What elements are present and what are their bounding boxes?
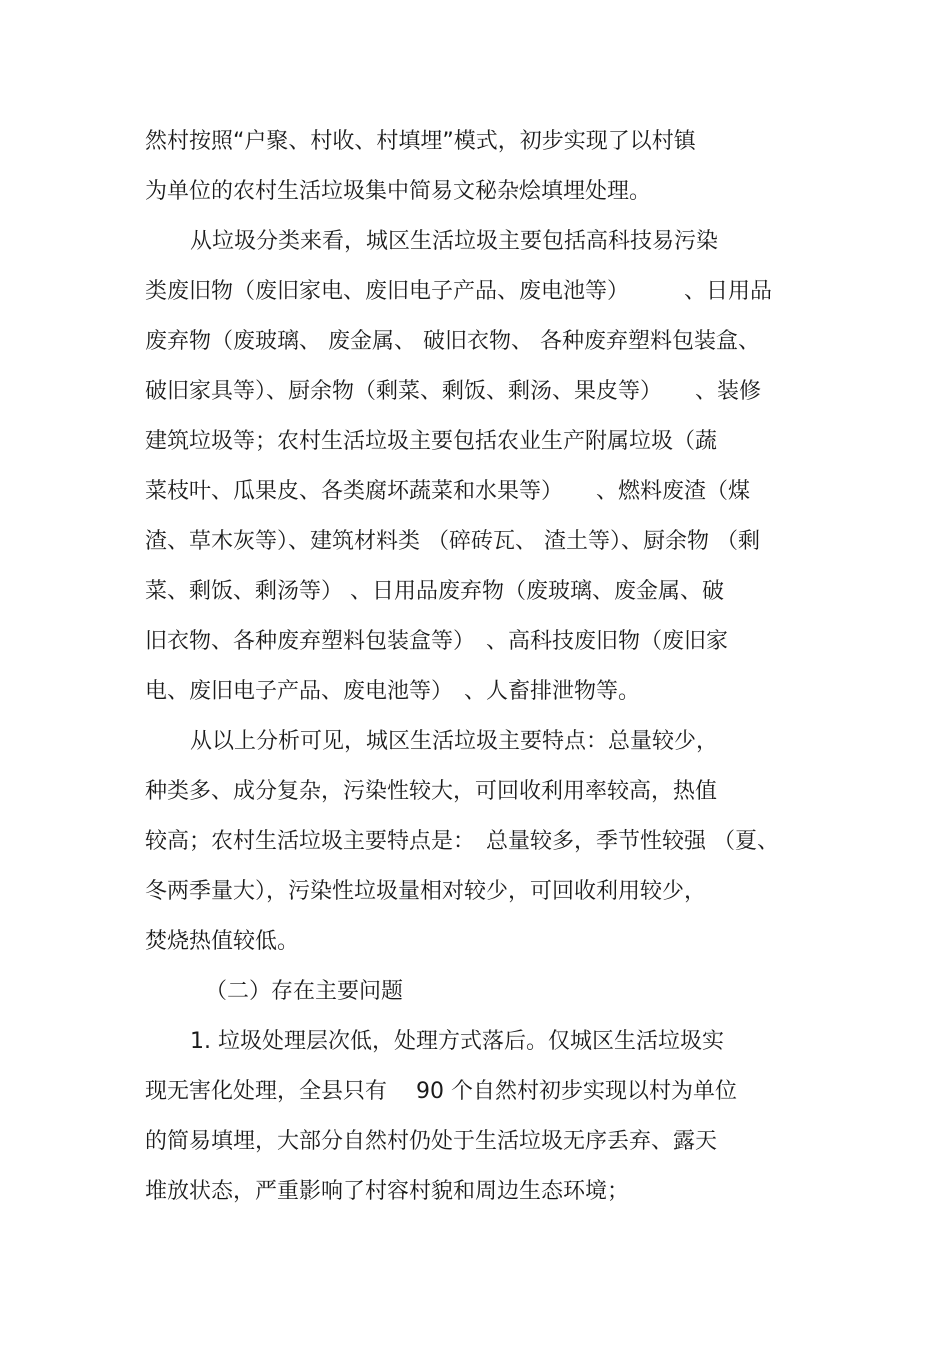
text-line: 1. 垃圾处理层次低，处理方式落后。仅城区生活垃圾实 <box>190 1029 724 1054</box>
text-line: 然村按照“户聚、村收、村填埋”模式，初步实现了以村镇 <box>145 129 696 154</box>
text-line: 类废旧物（废旧家电、废旧电子产品、废电池等） 、日用品 <box>145 279 773 304</box>
text-line: 的简易填埋，大部分自然村仍处于生活垃圾无序丢弃、露天 <box>145 1129 718 1154</box>
text-line: 旧衣物、各种废弃塑料包装盒等） 、高科技废旧物（废旧家 <box>145 629 729 654</box>
text-line: 菜、剩饭、剩汤等） 、日用品废弃物（废玻璃、废金属、破 <box>145 579 724 604</box>
text-line: 从以上分析可见，城区生活垃圾主要特点：总量较少， <box>190 729 719 754</box>
text-line: 渣、草木灰等）、建筑材料类 （碎砖瓦、 渣土等）、厨余物 （剩 <box>145 529 760 554</box>
text-line: 种类多、成分复杂，污染性较大，可回收利用率较高，热值 <box>145 779 718 804</box>
text-line: 堆放状态，严重影响了村容村貌和周边生态环境； <box>145 1179 630 1204</box>
text-line: 破旧家具等）、厨余物（剩菜、剩饭、剩汤、果皮等） 、装修 <box>145 379 762 404</box>
section-heading: （二）存在主要问题 <box>205 979 404 1004</box>
text-line: 焚烧热值较低。 <box>145 929 300 954</box>
text-line: 菜枝叶、瓜果皮、各类腐坏蔬菜和水果等） 、燃料废渣（煤 <box>145 479 751 504</box>
text-line: 较高；农村生活垃圾主要特点是： 总量较多，季节性较强 （夏、 <box>145 829 779 854</box>
text-line: 废弃物（废玻璃、 废金属、 破旧衣物、 各种废弃塑料包装盒、 <box>145 329 760 354</box>
text-line: 现无害化处理，全县只有 90 个自然村初步实现以村为单位 <box>145 1079 737 1104</box>
text-line: 为单位的农村生活垃圾集中简易文秘杂烩填埋处理。 <box>145 179 652 204</box>
text-line: 从垃圾分类来看，城区生活垃圾主要包括高科技易污染 <box>190 229 719 254</box>
text-line: 冬两季量大），污染性垃圾量相对较少，可回收利用较少， <box>145 879 707 904</box>
text-line: 建筑垃圾等；农村生活垃圾主要包括农业生产附属垃圾（蔬 <box>145 429 718 454</box>
text-line: 电、废旧电子产品、废电池等） 、人畜排泄物等。 <box>145 679 641 704</box>
